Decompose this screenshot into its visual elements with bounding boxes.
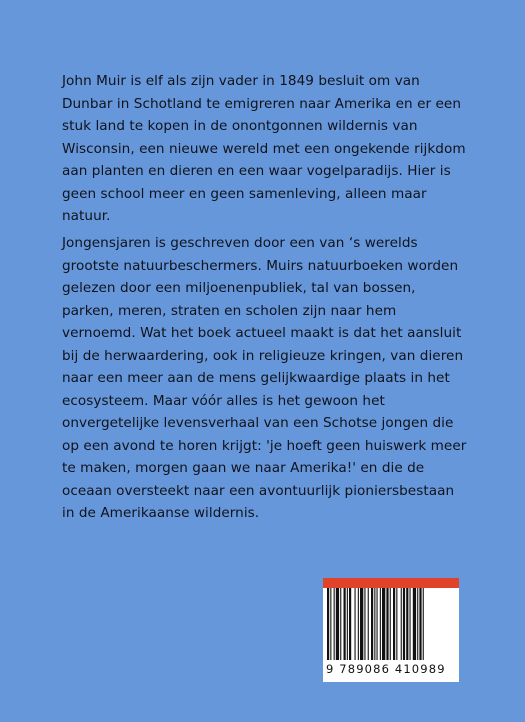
barcode-bar xyxy=(390,588,391,660)
barcode-bars xyxy=(323,588,459,660)
barcode-bar xyxy=(334,588,335,660)
barcode-accent-strip xyxy=(323,578,459,588)
barcode-bar xyxy=(377,588,378,660)
barcode-bar xyxy=(364,588,365,660)
barcode-bar xyxy=(368,588,369,660)
barcode-bar xyxy=(393,588,395,660)
barcode-bar xyxy=(410,588,411,660)
barcode-bar xyxy=(382,588,385,660)
barcode-bar xyxy=(403,588,405,660)
barcode-bar xyxy=(396,588,397,660)
barcode-bar xyxy=(358,588,359,660)
barcode-bar xyxy=(423,588,424,660)
barcode-bar xyxy=(401,588,402,660)
barcode-bar xyxy=(360,588,363,660)
barcode-bar xyxy=(374,588,375,660)
blurb-paragraph-1: John Muir is elf als zijn vader in 1849 besluit om van Dunbar in Schotland te emigreren naar Amerika en er een stuk land te kopen in de onontgonnen wildernis van Wisconsin, een nieuwe wereld met een ongekende rijkdom aan planten en dieren en een waar vogelparadijs. Hier is geen school meer en geen samenleving, alleen maar natuur. xyxy=(62,73,466,224)
barcode-bar xyxy=(336,588,339,660)
barcode-bar xyxy=(349,588,351,660)
barcode-bar xyxy=(371,588,373,660)
barcode-bar xyxy=(386,588,388,660)
blurb-paragraph-2: Jongensjaren is geschreven door een van ‘s werelds grootste natuurbeschermers. Muirs natuurboeken worden gelezen door een miljoenenpubliek, tal van bossen, parken, meren, straten en scholen zijn naar hem vernoemd. Wat het boek actueel maakt is dat het aansluit bij de herwaardering, ook in religieuze kringen, van dieren naar een meer aan de mens gelijkwaardige plaats in het ecosysteem. Maar vóór alles is het gewoon het onvergetelijke levensverhaal van een Schotse jongen die op een avond te horen krijgt: 'je hoeft geen huiswerk meer te maken, morgen gaan we naar Amerika!' en die de oceaan oversteekt naar een avontuurlijk pioniersbestaan in de Amerikaanse wildernis. xyxy=(62,235,467,521)
barcode-bar xyxy=(355,588,356,660)
barcode-bar xyxy=(344,588,346,660)
isbn-barcode xyxy=(323,578,459,682)
barcode-bar xyxy=(417,588,418,660)
barcode-bar xyxy=(330,588,331,660)
isbn-number: 9 789086 410989 xyxy=(326,662,446,676)
barcode-bar xyxy=(347,588,348,660)
barcode-bar xyxy=(406,588,408,660)
barcode-bar xyxy=(419,588,421,660)
barcode-bar xyxy=(380,588,381,660)
barcode-bar xyxy=(327,588,329,660)
barcode-bar xyxy=(340,588,341,660)
barcode-bar xyxy=(413,588,416,660)
